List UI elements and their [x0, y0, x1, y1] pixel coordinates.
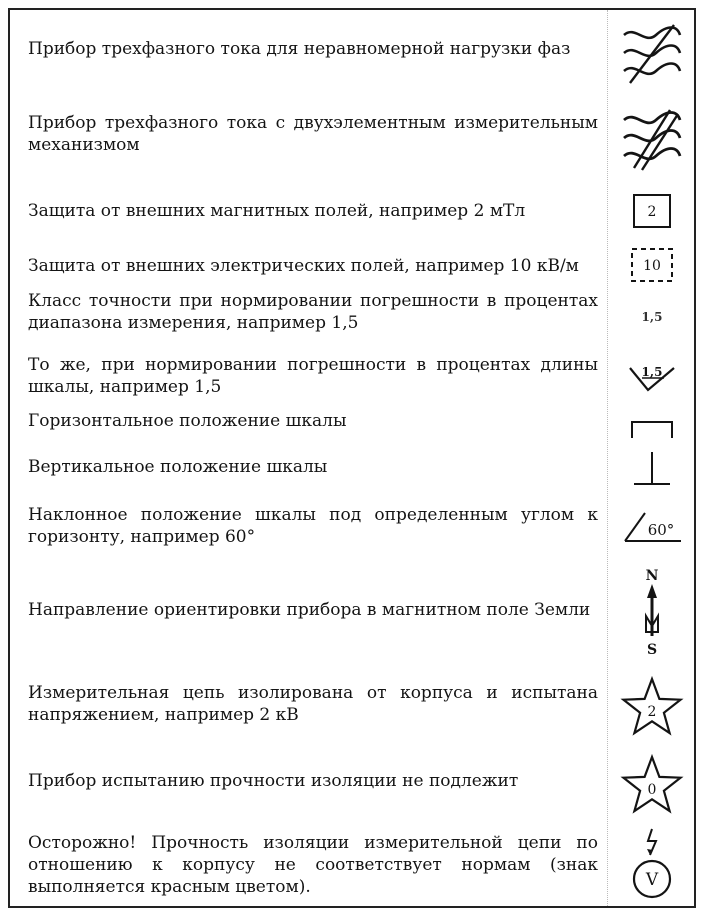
solid-square-icon — [610, 188, 694, 234]
lightning-voltmeter-icon — [610, 824, 694, 904]
table-row — [10, 456, 694, 504]
table-row — [10, 564, 694, 662]
table-row — [10, 288, 694, 346]
symbol-label: 1,5 — [641, 310, 663, 324]
row-description: Осторожно! Прочность изоляции измерительной цепи по отношению к корпусу не соответствует нормам (знак выполняется красным цветом). — [28, 833, 598, 897]
row-description: Измерительная цепь изолирована от корпуса и испытана напряжением, например 2 кВ — [28, 683, 598, 725]
symbol-table — [8, 8, 696, 908]
dashed-square-icon — [610, 242, 694, 288]
inclined-scale-icon — [610, 502, 694, 552]
row-description: Прибор испытанию прочности изоляции не подлежит — [28, 771, 519, 791]
double-three-wave-icon — [610, 102, 694, 176]
row-description: Направление ориентировки прибора в магнитном поле Земли — [28, 600, 591, 620]
symbol-label: 2 — [647, 204, 657, 220]
table-row — [10, 10, 694, 96]
row-description: Горизонтальное положение шкалы — [28, 411, 347, 431]
table-row — [10, 180, 694, 238]
row-description: То же, при нормировании погрешности в процентах длины шкалы, например 1,5 — [28, 355, 598, 397]
symbol-label-south: S — [646, 642, 658, 658]
symbol-label: 1,5 — [641, 365, 663, 379]
three-wave-icon — [610, 18, 694, 90]
symbol-label: V — [645, 870, 659, 890]
symbol-label: 10 — [643, 258, 661, 274]
row-description: Защита от внешних электрических полей, например 10 кВ/м — [28, 256, 579, 276]
symbol-label: 0 — [647, 782, 657, 798]
table-row — [10, 662, 694, 752]
star-icon — [610, 742, 694, 828]
row-description: Защита от внешних магнитных полей, например 2 мТл — [28, 201, 526, 221]
table-row — [10, 346, 694, 410]
table-row — [10, 96, 694, 180]
table-row — [10, 822, 694, 908]
vertical-scale-icon — [610, 442, 694, 498]
table-row — [10, 504, 694, 564]
row-description: Наклонное положение шкалы под определенным углом к горизонту, например 60° — [28, 505, 598, 547]
star-icon — [610, 664, 694, 750]
accuracy-scale-length-icon — [610, 352, 694, 404]
table-row — [10, 410, 694, 456]
symbol-label-north: N — [645, 568, 659, 584]
row-description: Прибор трехфазного тока с двухэлементным измерительным механизмом — [28, 113, 598, 155]
table-row — [10, 238, 694, 288]
compass-arrow-icon — [610, 564, 694, 660]
row-description: Вертикальное положение шкалы — [28, 457, 328, 477]
accuracy-class-icon — [610, 294, 694, 338]
row-description: Прибор трехфазного тока для неравномерной нагрузки фаз — [28, 39, 571, 59]
row-description: Класс точности при нормировании погрешности в процентах диапазона измерения, например 1,5 — [28, 291, 598, 333]
symbol-label: 60° — [647, 521, 675, 539]
table-row — [10, 752, 694, 822]
symbol-label: 2 — [647, 704, 657, 720]
